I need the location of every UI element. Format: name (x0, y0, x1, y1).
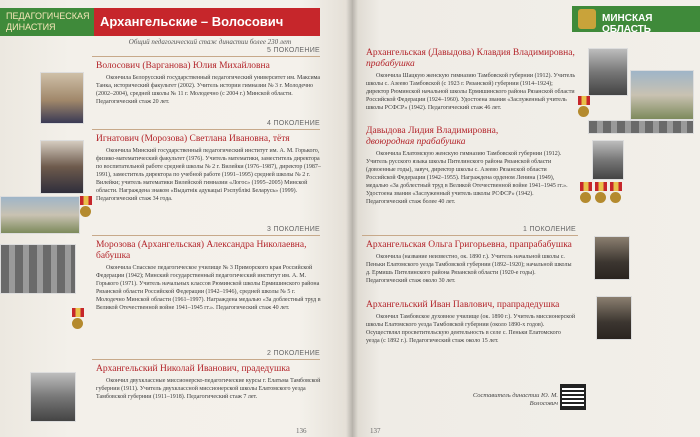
person-bio: Окончил Тамбовское духовное училище (ок. 1890 г.). Учитель миссионерской школы Елатомского уезда Тамбовской губернии (около 1890-х годов). Осуществлял просветительскую деятельность в селе с. Пеньки Елатомского уезда (с 1892 г.). Педагогический стаж около 15 лет. (366, 314, 576, 344)
portrait-photo-ignatovich (40, 140, 84, 194)
portrait-photo-ivan (596, 296, 632, 340)
medal-icon (578, 96, 590, 118)
person-bio: Окончила Спасское педагогическое училище № 3 Приморского края Российской Федерации (1942); Минский государственный педагогический институт им. А. М. Горького (1971). Учитель начальных классов Рюминской школы Ермишинского района Рязанской области Российской Федерации (1942–1946), средней школы № 5 г. Молодечно Минской области (1961–1997). Награждена медалью «За доблестный труд в Великой Отечественной войне 1941–1945 гг.». Педагогический стаж 40 лет. (96, 265, 321, 311)
school-building-photo (630, 70, 694, 120)
person-name: Игнатович (Морозова) Светлана Ивановна, тётя (96, 134, 290, 144)
divider (362, 235, 578, 236)
person-name: Давыдова Лидия Владимировна, (366, 126, 499, 136)
person-role: прабабушка (366, 59, 415, 69)
person-role: двоюродная прабабушка (366, 137, 466, 147)
group-photo (0, 244, 76, 294)
portrait-photo-arkhangelsky-nikolay (30, 372, 76, 422)
person-bio: Окончила Минский государственный педагогический институт им. А. М. Горького, физико-математический факультет (1976). Учитель математики, заместитель директора по воспитательной работе средней школы № 2 г. Вилейки (1976–1987), директор (1987–1991), заместитель директора по учебной работе (1991–1995) средней школы № 2 г. Вилейки; учитель математики Вилейской гимназии «Логос» (1995–2005) Минской области. Награждена знаком «Выдатнік адукацыі Рэспублікі Беларусь» (1999). Педагогический стаж 34 года. (96, 148, 321, 202)
person-name: Архангельская (Давыдова) Клавдия Владимировна, (366, 48, 575, 58)
family-title-band: Архангельские – Волосович (94, 8, 320, 36)
divider (92, 235, 320, 236)
region-label: МИНСКАЯ ОБЛАСТЬ (602, 13, 653, 35)
medal-icon (610, 182, 622, 204)
portrait-photo-lidiya (592, 140, 624, 180)
medal-icon (595, 182, 607, 204)
medal-icon (72, 308, 84, 330)
person-bio: Окончила Елатомскую женскую гимназию Тамбовской губернии (1912). Учитель русского языка школы Пителинского района Рязанской области (довоенные годы), завуч, директор школы с. Азеево Рязанской области Российской Федерации (1942–1955). Награждена орденом Ленина (1949), медалью «За доблестный труд в Великой Отечественной войне 1941–1945 гг.». Удостоена звания «Заслуженный учитель школы РСФСР» (1942). Педагогический стаж более 40 лет. (366, 151, 568, 205)
qr-code[interactable] (560, 384, 586, 410)
generation-label-4: 4 ПОКОЛЕНИЕ (267, 120, 320, 127)
person-name: Архангельский Николай Иванович, прадедушка (96, 364, 291, 374)
divider (92, 129, 320, 130)
generation-label-1: 1 ПОКОЛЕНИЕ (523, 226, 576, 233)
school-building-photo (0, 196, 80, 234)
person-name: Архангельская Ольга Григорьевна, прапрабабушка (366, 240, 572, 250)
medal-icon (80, 196, 92, 218)
person-name: Морозова (Архангельская) Александра Николаевна, бабушка (96, 240, 307, 261)
region-band (572, 6, 700, 35)
page-number: 137 (370, 427, 381, 435)
generation-label-5: 5 ПОКОЛЕНИЕ (267, 47, 320, 54)
group-photo-strip (588, 120, 694, 134)
portrait-photo-volosovich (40, 72, 84, 124)
generation-label-3: 3 ПОКОЛЕНИЕ (267, 226, 320, 233)
dynasty-subtitle: Общий педагогический стаж династии более 230 лет (128, 38, 292, 46)
portrait-photo-olga (594, 236, 630, 280)
book-gutter (346, 0, 358, 437)
generation-label-2: 2 ПОКОЛЕНИЕ (267, 350, 320, 357)
dynasty-band: ПЕДАГОГИЧЕСКАЯ ДИНАСТИЯ (0, 8, 94, 36)
person-bio: Окончила Шацкую женскую гимназию Тамбовской губернии (1912). Учитель школы с. Азеево Тамбовской (с 1923 г. Рязанской) губернии (1914–1924); директор Рюминской начальной школы Ермишинского района Рязанской области Российской Федерации (1924–1960). Удостоена звания «Заслуженный учитель школы РСФСР» (1942). Педагогический стаж 46 лет. (366, 73, 576, 111)
person-bio: Окончила (название неизвестно, ок. 1890 г.). Учитель начальной школы с. Пеньки Елатомского уезда Тамбовской губернии (1892–1920); начальной школы д. Ермишь Пителинского района Рязанской области (1920-е годы). Педагогический стаж около 30 лет. (366, 254, 572, 284)
person-bio: Окончил двухклассные миссионерско-педагогические курсы г. Елатьма Тамбовской губернии (1911). Учитель двухклассной миссионерской школы Елатомского уезда Тамбовской губернии (1911–1918). Педагогический стаж 7 лет. (96, 378, 321, 400)
coat-of-arms-icon (578, 9, 596, 29)
medal-icon (580, 182, 592, 204)
page-number: 136 (296, 427, 307, 435)
portrait-photo-klavdiya (588, 48, 628, 96)
person-name: Архангельский Иван Павлович, прапрадедушка (366, 300, 560, 310)
person-bio: Окончила Белорусский государственный педагогический университет им. Максима Танка, исторический факультет (2002). Учитель истории гимназии № 3 г. Молодечно (2002–2004), средней школы № 11 г. Молодечно (с 2004 г.) Минской области. Педагогический стаж 20 лет. (96, 75, 321, 105)
right-page (352, 0, 700, 437)
person-name: Волосович (Варганова) Юлия Михайловна (96, 61, 270, 71)
divider (92, 56, 320, 57)
divider (92, 359, 320, 360)
compiler-signature: Составитель династии Ю. М. Волосович (472, 392, 558, 407)
